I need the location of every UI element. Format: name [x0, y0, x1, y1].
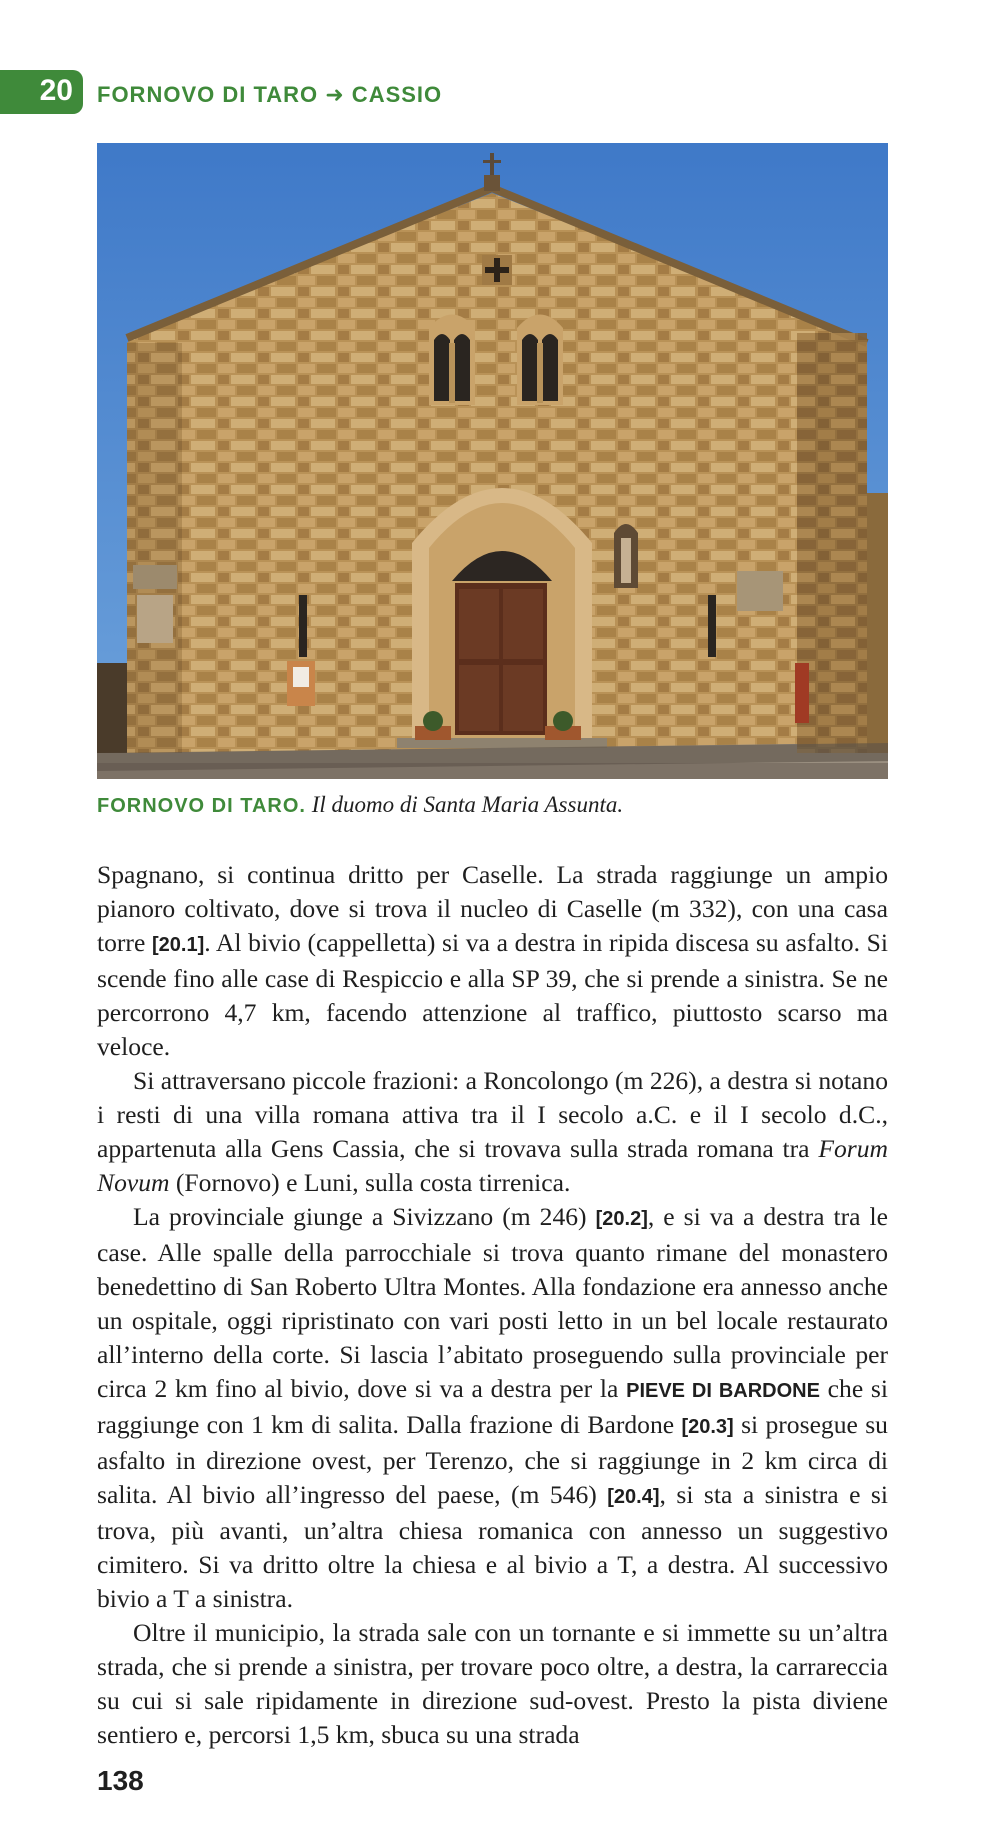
church-photo	[97, 143, 888, 779]
page-number: 138	[97, 1765, 144, 1796]
chapter-tab	[0, 70, 83, 114]
p1-text-1: Spagnano, si continua dritto per Caselle. La strada raggiunge un ampio pianoro coltivato, dove si trova il nucleo di Caselle (m 332), con una casa torre	[97, 860, 888, 957]
paragraph-2	[97, 1064, 888, 1200]
place-highlight: PIEVE DI BARDONE	[626, 1380, 820, 1402]
p3-text-3: che si raggiunge con 1 km di salita. Dalla frazione di Bardone	[97, 1374, 888, 1439]
slit-window-left	[299, 595, 307, 657]
caption-description: Il duomo di Santa Maria Assunta.	[311, 792, 624, 817]
twin-window-right	[517, 315, 563, 406]
body-text	[97, 858, 888, 1752]
photo-caption	[97, 792, 623, 818]
p3-text-1: La provinciale giunge a Sivizzano (m 246)	[133, 1202, 596, 1231]
paragraph-4	[97, 1616, 888, 1752]
paragraph-1	[97, 858, 888, 1064]
chapter-number: 20	[39, 74, 73, 107]
relief-carving	[737, 571, 783, 611]
paragraph-3	[97, 1200, 888, 1616]
caption-place: FORNOVO DI TARO.	[97, 795, 306, 817]
p2-italic: Forum Novum	[97, 1134, 888, 1197]
waypoint-ref: [20.2]	[595, 1208, 648, 1230]
p4-text-1: Oltre il municipio, la strada sale con un tornante e si immette su un’altra strada, che si prende a sinistra, per trovare poco oltre, a destra, la carrareccia su cui si sale ripidamente in direzione sud-ovest. Presto la pista diviene sentiero e, percorsi 1,5 km, sbuca su una strada	[97, 1618, 888, 1749]
route-title: FORNOVO DI TARO ➜ CASSIO	[97, 82, 443, 107]
p3-text-4: si prosegue su asfalto in direzione ovest, per Terenzo, che si raggiunge in 2 km circa di salita. Al bivio all’ingresso del paese, (m 546)	[97, 1410, 888, 1509]
waypoint-ref: [20.3]	[681, 1416, 734, 1438]
p2-text-2: (Fornovo) e Luni, sulla costa tirrenica.	[169, 1168, 571, 1197]
slit-window-right	[708, 595, 716, 657]
p3-text-2: , e si va a destra tra le case. Alle spalle della parrocchiale si trova quanto rimane del monastero benedettino di San Roberto Ultra Montes. Alla fondazione era annesso anche un ospitale, oggi ripristinato con vari posti letto in un bel locale restaurato all’interno della corte. Si lascia l’abitato proseguendo sulla provinciale per circa 2 km fino al bivio, dove si va a destra per la	[97, 1202, 888, 1403]
p2-text-1: Si attraversano piccole frazioni: a Roncolongo (m 226), a destra si notano i resti di una villa romana attiva tra il I secolo a.C. e il I secolo d.C., appartenuta alla Gens Cassia, che si trovava sulla strada romana tra	[97, 1066, 888, 1163]
waypoint-ref: [20.4]	[607, 1486, 660, 1508]
waypoint-ref: [20.1]	[152, 934, 205, 956]
twin-window-left	[429, 315, 475, 406]
p3-text-5: , si sta a sinistra e si trova, più avanti, un’altra chiesa romanica con annesso un suggestivo cimitero. Si va dritto oltre la chiesa e al bivio a T, a destra. Al successivo bivio a T a sinistra.	[97, 1480, 888, 1613]
p1-text-2: . Al bivio (cappelletta) si va a destra in ripida discesa su asfalto. Si scende fino alle case di Respiccio e alla SP 39, che si prende a sinistra. Se ne percorrono 4,7 km, facendo attenzione al traffico, piuttosto scarso ma veloce.	[97, 928, 889, 1061]
